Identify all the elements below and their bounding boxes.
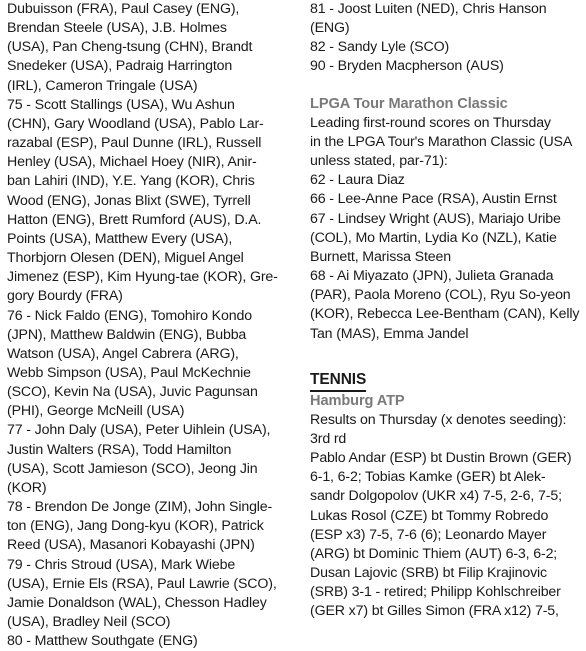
lpga-heading: LPGA Tour Marathon Classic <box>310 95 508 112</box>
result-line: Thorbjorn Olesen (DEN), Miguel Angel <box>7 250 244 267</box>
result-line: 62 - Laura Diaz <box>310 172 405 189</box>
result-line: 66 - Lee-Anne Pace (RSA), Austin Ernst <box>310 191 557 208</box>
result-line: sandr Dolgopolov (UKR x4) 7-5, 2-6, 7-5; <box>310 488 562 505</box>
result-line: (GER x7) bt Gilles Simon (FRA x12) 7-5, <box>310 603 559 620</box>
result-line: Hatton (ENG), Brett Rumford (AUS), D.A. <box>7 211 262 228</box>
result-line: (JPN), Matthew Baldwin (ENG), Bubba <box>7 326 247 343</box>
result-line: Dusan Lajovic (SRB) bt Filip Krajinovic <box>310 565 548 582</box>
result-line: (ARG) bt Dominic Thiem (AUT) 6-3, 6-2; <box>310 545 558 562</box>
result-line: Watson (USA), Angel Cabrera (ARG), <box>7 345 239 362</box>
hamburg-atp-heading: Hamburg ATP <box>310 392 405 409</box>
results-column-right <box>310 0 582 622</box>
result-line: (KOR), Rebecca Lee-Bentham (CAN), Kelly <box>310 306 580 323</box>
result-line: (PHI), George McNeill (USA) <box>7 403 185 420</box>
lpga-results <box>310 114 582 344</box>
results-column-left <box>7 0 296 651</box>
result-line: in the LPGA Tour's Marathon Classic (USA <box>310 133 573 150</box>
result-line: (KOR) <box>7 479 47 496</box>
result-line: (ENG) <box>310 20 350 37</box>
result-line: 67 - Lindsey Wright (AUS), Mariajo Uribe <box>310 210 561 227</box>
result-line: Points (USA), Matthew Every (USA), <box>7 230 233 247</box>
result-line: Burnett, Marissa Steen <box>310 248 452 265</box>
result-line: (PAR), Paola Moreno (COL), Ryu So-yeon <box>310 287 571 304</box>
result-line: Webb Simpson (USA), Paul McKechnie <box>7 364 251 381</box>
result-line: gory Bourdy (FRA) <box>7 288 123 305</box>
result-line: (SCO), Kevin Na (USA), Juvic Pagunsan <box>7 384 258 401</box>
result-line: 79 - Chris Stroud (USA), Mark Wiebe <box>7 556 236 573</box>
result-line: 82 - Sandy Lyle (SCO) <box>310 39 450 56</box>
result-line: ban Lahiri (IND), Y.E. Yang (KOR), Chris <box>7 173 255 190</box>
result-line: 6-1, 6-2; Tobias Kamke (GER) bt Alek- <box>310 469 546 486</box>
result-line: Leading first-round scores on Thursday <box>310 114 551 131</box>
result-line: 77 - John Daly (USA), Peter Uihlein (USA), <box>7 422 271 439</box>
result-line: Pablo Andar (ESP) bt Dustin Brown (GER) <box>310 450 572 467</box>
result-line: Brendan Steele (USA), J.B. Holmes <box>7 20 227 37</box>
spacer <box>310 77 582 95</box>
result-line: 80 - Matthew Southgate (ENG) <box>7 633 198 650</box>
result-line: Tan (MAS), Emma Jandel <box>310 325 469 342</box>
spacer <box>310 344 582 370</box>
result-line: Dubuisson (FRA), Paul Casey (ENG), <box>7 1 240 17</box>
result-line: razabal (ESP), Paul Dunne (IRL), Russell <box>7 135 262 152</box>
result-line: Jimenez (ESP), Kim Hyung-tae (KOR), Gre- <box>7 269 278 286</box>
result-line: Wood (ENG), Jonas Blixt (SWE), Tyrrell <box>7 192 251 209</box>
result-line: ton (ENG), Jang Dong-kyu (KOR), Patrick <box>7 518 264 535</box>
result-line: Snedeker (USA), Padraig Harrington <box>7 58 233 75</box>
result-line: 90 - Bryden Macpherson (AUS) <box>310 58 504 75</box>
result-line: 78 - Brendon De Jonge (ZIM), John Single- <box>7 499 273 516</box>
result-line: Reed (USA), Masanori Kobayashi (JPN) <box>7 537 255 554</box>
result-line: (SRB) 3-1 - retired; Philipp Kohlschreiber <box>310 584 561 601</box>
result-line: (COL), Mo Martin, Lydia Ko (NZL), Katie <box>310 229 557 246</box>
result-line: 76 - Nick Faldo (ENG), Tomohiro Kondo <box>7 307 252 324</box>
result-line: (ESP x3) 7-5, 7-6 (6); Leonardo Mayer <box>310 526 547 543</box>
result-line: unless stated, par-71): <box>310 153 448 170</box>
tennis-section-header <box>310 370 582 392</box>
result-line: Justin Walters (RSA), Todd Hamilton <box>7 441 232 458</box>
result-line: 3rd rd <box>310 430 347 447</box>
result-line: (USA), Pan Cheng-tsung (CHN), Brandt <box>7 39 253 56</box>
result-line: Jamie Donaldson (WAL), Chesson Hadley <box>7 594 267 611</box>
result-line: 75 - Scott Stallings (USA), Wu Ashun <box>7 96 235 113</box>
result-line: Results on Thursday (x denotes seeding): <box>310 411 567 428</box>
tennis-results <box>310 411 582 622</box>
result-line: 68 - Ai Miyazato (JPN), Julieta Granada <box>310 268 554 285</box>
result-line: 81 - Joost Luiten (NED), Chris Hanson <box>310 1 547 17</box>
tennis-section-title: TENNIS <box>310 370 366 392</box>
result-line: Lukas Rosol (CZE) bt Tommy Robredo <box>310 507 549 524</box>
result-line: (USA), Scott Jamieson (SCO), Jeong Jin <box>7 460 258 477</box>
result-line: (USA), Bradley Neil (SCO) <box>7 614 171 630</box>
result-line: (CHN), Gary Woodland (USA), Pablo Lar- <box>7 115 264 132</box>
result-line: (IRL), Cameron Tringale (USA) <box>7 77 198 94</box>
result-line: (USA), Ernie Els (RSA), Paul Lawrie (SCO), <box>7 575 277 592</box>
result-line: Henley (USA), Michael Hoey (NIR), Anir- <box>7 154 257 171</box>
golf-results-continued <box>310 0 582 77</box>
